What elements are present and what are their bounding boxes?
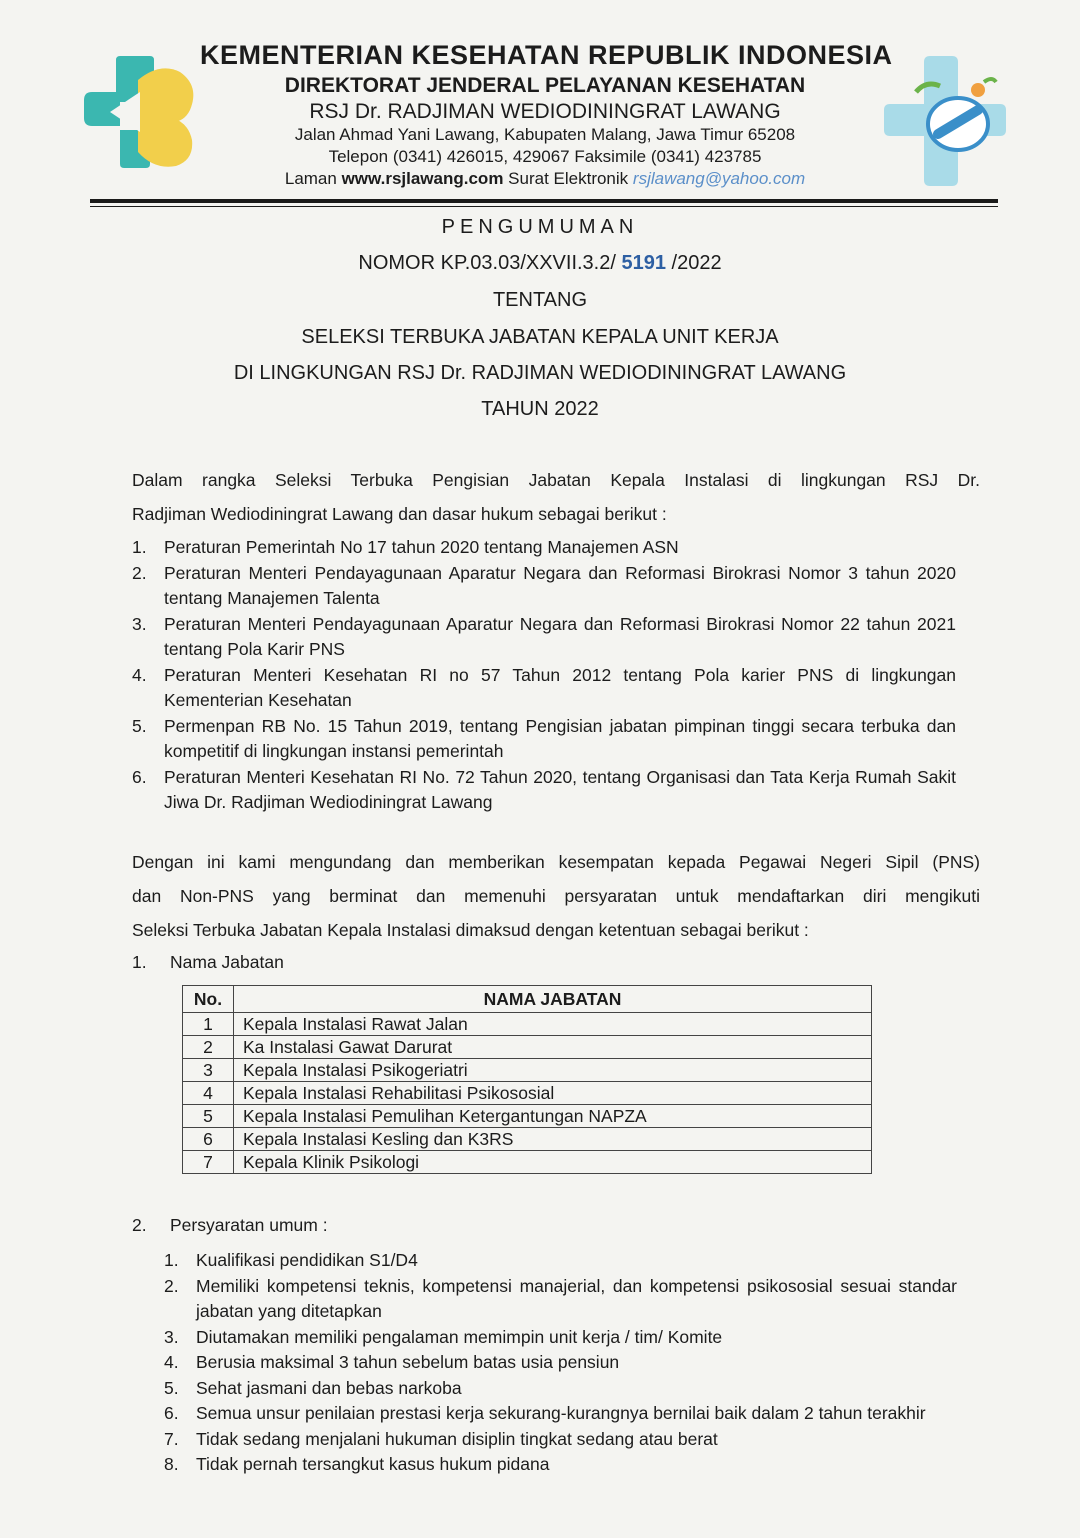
invitation-paragraph	[132, 845, 980, 947]
invitation-line: Seleksi Terbuka Jabatan Kepala Instalasi dimaksud dengan ketentuan sebagai berikut :	[132, 920, 809, 940]
email-link[interactable]: rsjlawang@yahoo.com	[632, 169, 806, 188]
table-row: 4 Kepala Instalasi Rehabilitasi Psikososial	[183, 1082, 872, 1105]
table-row: 5 Kepala Instalasi Pemulihan Ketergantungan NAPZA	[183, 1105, 872, 1128]
table-row: 3 Kepala Instalasi Psikogeriatri	[183, 1059, 872, 1082]
list-item: 3. Peraturan Menteri Pendayagunaan Aparatur Negara dan Reformasi Birokrasi Nomor 22 tahun 2021 tentang Pola Karir PNS	[132, 613, 956, 659]
letterhead-address: Jalan Ahmad Yani Lawang, Kabupaten Malang, Jawa Timur 65208	[294, 125, 796, 144]
positions-table	[182, 985, 872, 1174]
letterhead-directorate: DIREKTORAT JENDERAL PELAYANAN KESEHATAN	[284, 74, 806, 97]
list-item: 1. Peraturan Pemerintah No 17 tahun 2020 tentang Manajemen ASN	[132, 537, 679, 557]
list-item: 6. Peraturan Menteri Kesehatan RI No. 72 Tahun 2020, tentang Organisasi dan Tata Kerja Rumah Sakit Jiwa Dr. Radjiman Wediodiningrat Lawang	[132, 766, 956, 812]
announcement-heading: PENGUMUMAN	[441, 216, 639, 238]
intro-line: Dalam rangka Seleksi Terbuka Pengisian Jabatan Kepala Instalasi di lingkungan RSJ Dr.	[132, 470, 980, 490]
letterhead-ministry: KEMENTERIAN KESEHATAN REPUBLIK INDONESIA	[200, 40, 893, 70]
table-header-no: No.	[183, 986, 234, 1013]
invitation-line: dan Non-PNS yang berminat dan memenuhi persyaratan untuk mendaftarkan diri mengikuti	[132, 886, 980, 906]
list-item: 7. Tidak sedang menjalani hukuman disiplin tingkat sedang atau berat	[164, 1428, 718, 1449]
letterhead-divider	[90, 199, 998, 203]
list-item: 1. Kualifikasi pendidikan S1/D4	[164, 1250, 418, 1270]
table-header-name: NAMA JABATAN	[234, 986, 872, 1013]
letterhead-hospital: RSJ Dr. RADJIMAN WEDIODININGRAT LAWANG	[309, 100, 781, 123]
kemenkes-logo	[80, 52, 204, 170]
number-value: 5191	[621, 252, 666, 274]
section-2-heading: 2. Persyaratan umum :	[132, 1215, 328, 1235]
email-label: Surat Elektronik	[508, 169, 629, 188]
letterhead-phone: Telepon (0341) 426015, 429067 Faksimile (0341) 423785	[328, 147, 762, 166]
announcement-about: TENTANG	[492, 289, 588, 311]
list-item: 4. Peraturan Menteri Kesehatan RI no 57 Tahun 2012 tentang Pola karier PNS di lingkungan Kementerian Kesehatan	[132, 664, 956, 710]
requirements-list	[164, 1248, 957, 1478]
intro-line: Radjiman Wediodiningrat Lawang dan dasar hukum sebagai berikut :	[132, 504, 667, 524]
announcement-subject-2: DI LINGKUNGAN RSJ Dr. RADJIMAN WEDIODININGRAT LAWANG	[233, 362, 847, 384]
germas-logo	[880, 52, 1010, 192]
number-prefix: NOMOR KP.03.03/XXVII.3.2/	[358, 252, 616, 274]
list-item: 5. Permenpan RB No. 15 Tahun 2019, tentang Pengisian jabatan pimpinan tinggi secara terbuka dan kompetitif di lingkungan instansi pemerintah	[132, 715, 956, 761]
announcement-year: TAHUN 2022	[481, 398, 599, 420]
invitation-line: Dengan ini kami mengundang dan memberikan kesempatan kepada Pegawai Negeri Sipil (PNS)	[132, 852, 980, 872]
table-row: 1 Kepala Instalasi Rawat Jalan	[183, 1013, 872, 1036]
announcement-number	[0, 252, 1080, 275]
section-1-heading: 1. Nama Jabatan	[132, 952, 284, 972]
list-item: 4. Berusia maksimal 3 tahun sebelum batas usia pensiun	[164, 1352, 620, 1372]
list-item: 6. Semua unsur penilaian prestasi kerja sekurang-kurangnya bernilai baik dalam 2 tahun terakhir	[164, 1403, 926, 1423]
list-item: 2. Memiliki kompetensi teknis, kompetensi manajerial, dan kompetensi psikososial sesuai standar jabatan yang ditetapkan	[164, 1275, 957, 1321]
list-item: 3. Diutamakan memiliki pengalaman memimpin unit kerja / tim/ Komite	[164, 1326, 723, 1347]
web-label: Laman	[284, 169, 337, 188]
announcement-subject-1: SELEKSI TERBUKA JABATAN KEPALA UNIT KERJA	[301, 326, 779, 348]
table-header-row	[183, 986, 872, 1013]
list-item: 5. Sehat jasmani dan bebas narkoba	[164, 1377, 462, 1398]
intro-paragraph	[132, 463, 980, 531]
list-item: 2. Peraturan Menteri Pendayagunaan Aparatur Negara dan Reformasi Birokrasi Nomor 3 tahun 2020 tentang Manajemen Talenta	[132, 562, 956, 608]
table-row: 2 Ka Instalasi Gawat Darurat	[183, 1036, 872, 1059]
table-row: 7 Kepala Klinik Psikologi	[183, 1151, 872, 1174]
letterhead-divider-thin	[90, 206, 998, 207]
website-link[interactable]: www.rsjlawang.com	[341, 169, 504, 188]
number-suffix: /2022	[671, 252, 722, 274]
letterhead-contact	[200, 169, 890, 189]
list-item: 8. Tidak pernah tersangkut kasus hukum pidana	[164, 1454, 550, 1474]
legal-basis-list	[132, 535, 956, 816]
table-row: 6 Kepala Instalasi Kesling dan K3RS	[183, 1128, 872, 1151]
